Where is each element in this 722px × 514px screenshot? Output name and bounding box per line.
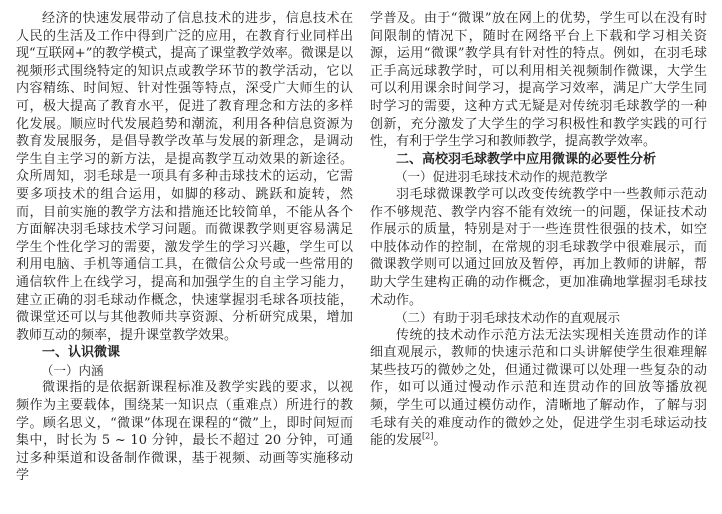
section-heading-1: 一、认识微课	[42, 345, 121, 361]
subsection-heading-standard-teaching: （一）促进羽毛球技术动作的规范教学	[395, 169, 608, 185]
intro-paragraph: 经济的快速发展带动了信息技术的进步，信息技术在人民的生活及工作中得到广泛的应用，在教育行业同样出现“互联网+”的教学模式，提高了课堂教学效率。微课是以视频形式围绕特定的知识点或教学环节的教学活动，它以内容精练、时间短、针对性强等特点，深受广大师生的认可，极大提高了教育水平，促进了教育理念和方法的多样化发展。顺应时代发展趋势和潮流，利用各种信息资源为教育发展服务，是倡导教学改革与发展的新理念，是调动学生自主学习的新方法，是提高教学互动效果的新途径。众所周知，羽毛球是一项具有多种击球技术的运动，它需要多项技术的组合运用，如脚的移动、跳跃和旋转，然而，目前实施的教学方法和措施还比较简单，不能从各个方面解决羽毛球技术学习问题。而微课教学则更容易满足学生个性化学习的需要，激发学生的学习兴趣，学生可以利用电脑、手机等通信工具，在微信公众号或一些常用的通信软件上在线学习，提高和加强学生的自主学习能力，建立正确的羽毛球动作概念，快速掌握羽毛球各项技能，微课堂还可以与其他教师共享资源、分析研究成果，增加教师互动的频率，提升课堂教学效果。	[16, 11, 353, 343]
right-column	[370, 10, 707, 450]
citation-reference: [2]	[422, 431, 434, 441]
subsection-heading-connotation: （一）内涵	[41, 362, 104, 378]
paragraph-end-punctuation: 。	[433, 433, 447, 449]
section-heading-2: 二、高校羽毛球教学中应用微课的必要性分析	[396, 151, 657, 167]
standard-teaching-paragraph: 羽毛球微课教学可以改变传统教学中一些教师示范动作不够规范、教学内容不能有效统一的问题，保证技术动作展示的质量，特别是对于一些连贯性很强的技术，如空中肢体动作的控制，在常规的羽毛球教学中很难展示，而微课教学则可以通过回放及暂停，再加上教师的讲解，帮助大学生建构正确的动作概念，更加准确地掌握羽毛球技术动作。	[370, 186, 707, 308]
connotation-paragraph: 微课指的是依据新课程标准及教学实践的要求，以视频作为主要载体，围绕某一知识点（重难点）所进行的教学。顾名思义，“微课”体现在课程的“微”上，即时间短而集中，时长为 5 ~ 10 分钟，最长不超过 20 分钟，可通过多种渠道和设备制作微课，基于视频、动画等实施移动学	[16, 380, 353, 484]
visual-display-text: 传统的技术动作示范方法无法实现相关连贯动作的详细直观展示，教师的快速示范和口头讲解使学生很难理解某些技巧的微妙之处，但通过微课可以处理一些复杂的动作，如可以通过慢动作示范和连贯动作的回放等播放视频，学生可以通过模仿动作，清晰地了解动作，了解与羽毛球有关的难度动作的微妙之处，促进学生羽毛球运动技能的发展	[370, 327, 707, 449]
visual-display-paragraph	[370, 327, 707, 450]
continued-paragraph: 学普及。由于“微课”放在网上的优势，学生可以在没有时间限制的情况下，随时在网络平台上下载和学习相关资源，运用“微课”教学具有针对性的特点。例如，在羽毛球正手高远球教学时，可以利用相关视频制作微课，大学生可以利用课余时间学习，提高学习效率，满足广大学生同时学习的需要，这种方式无疑是对传统羽毛球教学的一种创新，充分激发了大学生的学习积极性和教学实践的可行性，有利于学生学习和教师教学，提高教学效率。	[370, 11, 707, 150]
subsection-heading-visual-display: （二）有助于羽毛球技术动作的直观展示	[395, 310, 621, 326]
left-column	[16, 10, 353, 485]
